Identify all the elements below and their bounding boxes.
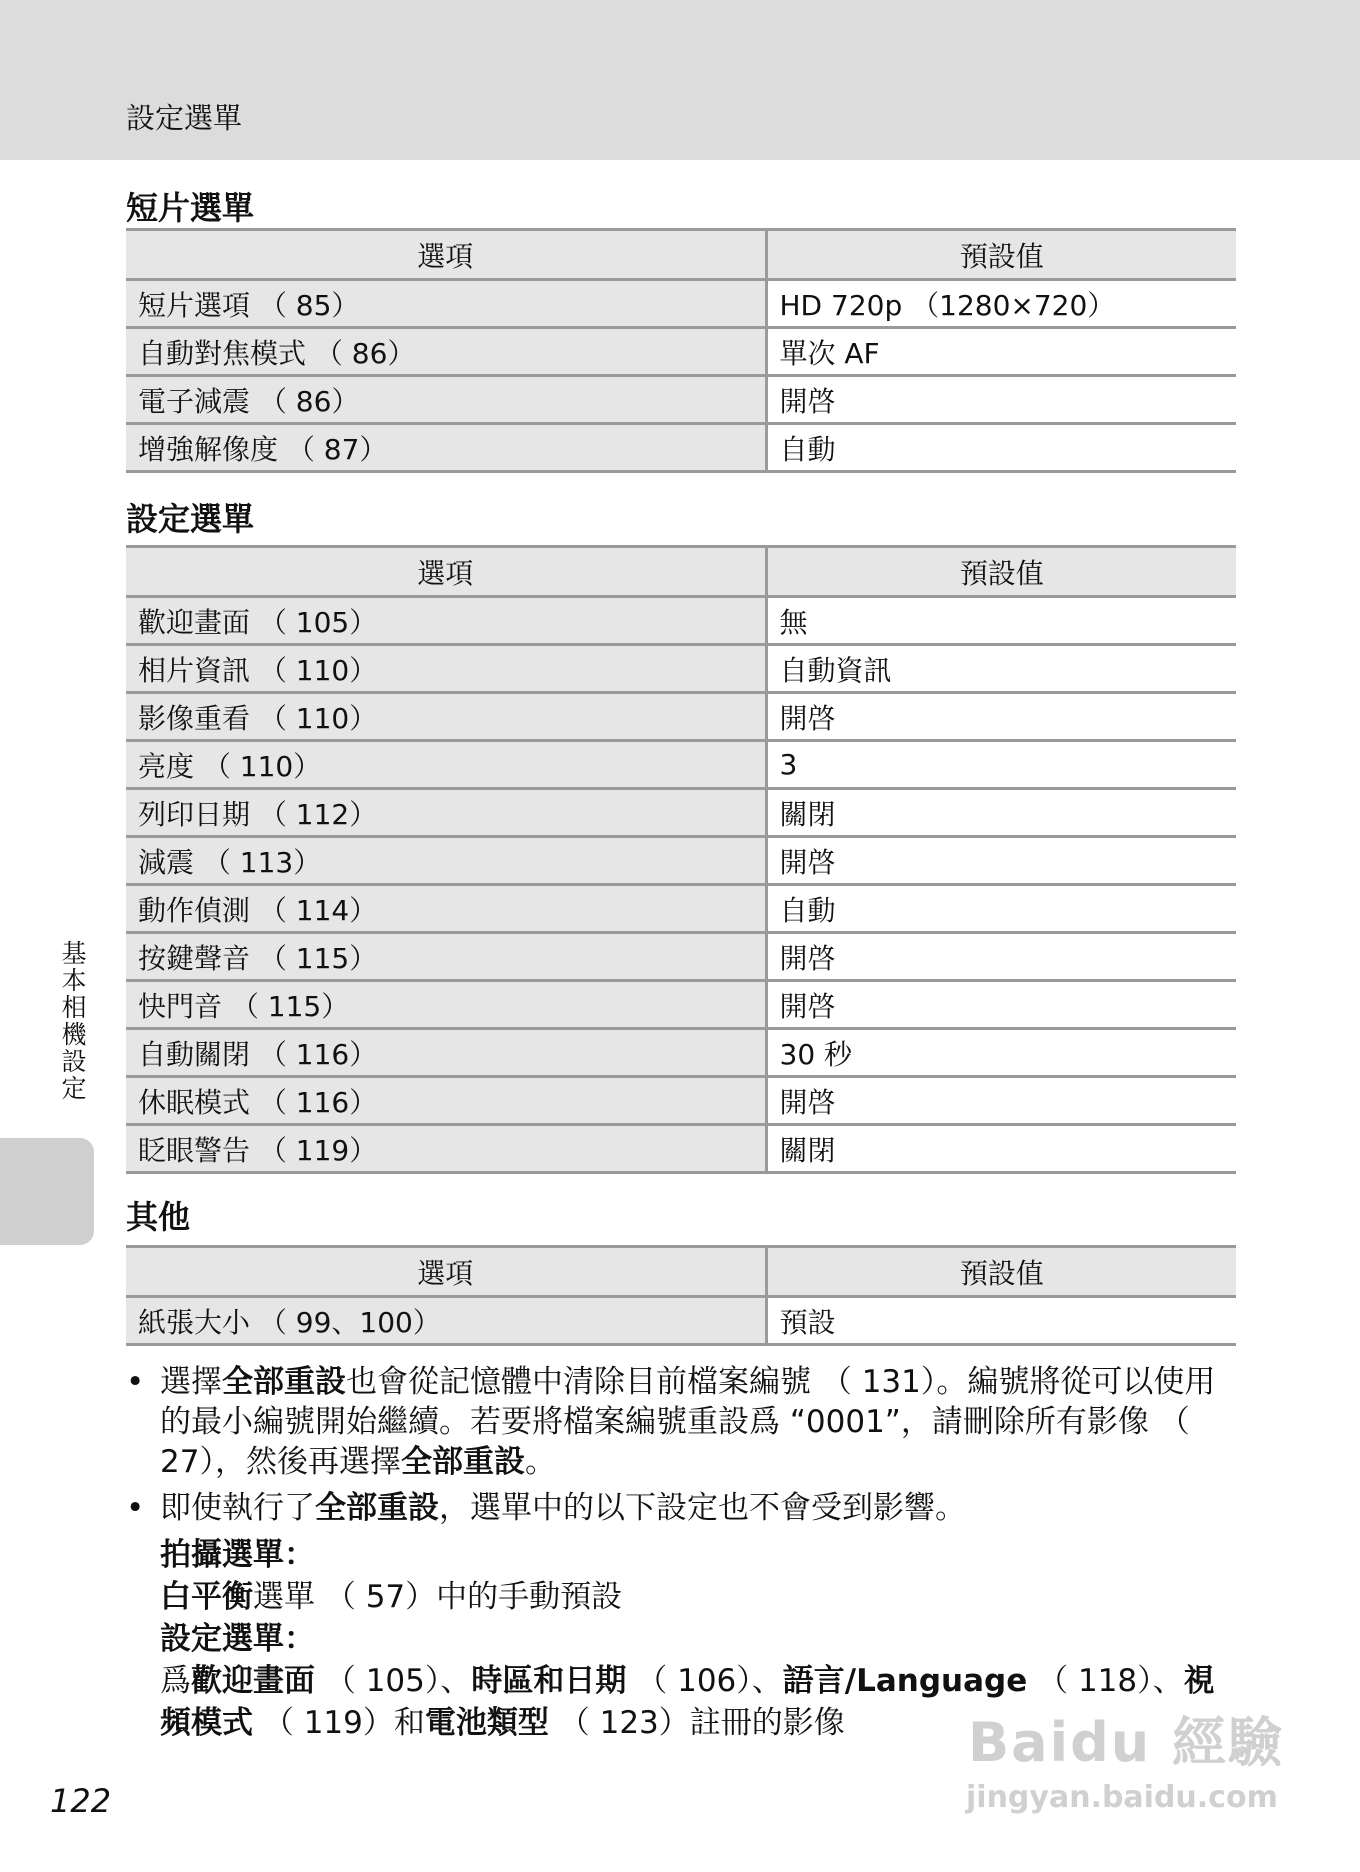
default-value-cell: 自動: [766, 885, 1236, 933]
default-value-cell: 開啓: [766, 837, 1236, 885]
note-text: （ 118）、: [1027, 1663, 1184, 1699]
default-value-cell: 3: [766, 741, 1236, 789]
option-cell: 亮度 （ 110）: [126, 741, 766, 789]
table-row: [126, 645, 1236, 693]
side-chapter-label: 基本相機設定: [58, 940, 87, 1102]
bullet-dot: •: [126, 1364, 145, 1400]
default-value-cell: 開啓: [766, 1077, 1236, 1125]
note-text: （ 106）、: [626, 1663, 783, 1699]
table-row: [126, 328, 1236, 376]
table-row: [126, 933, 1236, 981]
note-text: ，選單中的以下設定也不會受到影響。: [439, 1490, 966, 1526]
default-value-cell: 自動資訊: [766, 645, 1236, 693]
option-cell: 按鍵聲音 （ 115）: [126, 933, 766, 981]
table-row: [126, 837, 1236, 885]
option-cell: 自動對焦模式 （ 86）: [126, 328, 766, 376]
page-number: 122: [50, 1782, 112, 1820]
column-header-option: 選項: [126, 1247, 766, 1297]
shooting-menu-line: [160, 1576, 1236, 1618]
option-cell: 快門音 （ 115）: [126, 981, 766, 1029]
table-row: [126, 597, 1236, 645]
side-chapter-tab: [0, 1138, 94, 1245]
option-cell: 休眠模式 （ 116）: [126, 1077, 766, 1125]
note-bold-reset-all: 全部重設: [222, 1364, 346, 1400]
column-header-default: 預設值: [766, 1247, 1236, 1297]
default-value-cell: HD 720p （1280×720）: [766, 280, 1236, 328]
default-value-cell: 關閉: [766, 789, 1236, 837]
option-cell: 相片資訊 （ 110）: [126, 645, 766, 693]
watermark-url: jingyan.baidu.com: [966, 1780, 1278, 1815]
note-item: [126, 1362, 1236, 1482]
option-cell: 列印日期 （ 112）: [126, 789, 766, 837]
page-header-title: 設定選單: [126, 101, 243, 135]
note-text: 也會從記憶體中清除目前檔案編號 （ 131）。編號將從可以使用的最小編號開始繼續。若要將檔案編號重設爲 “0001”，請刪除所有影像 （ 27），然後再選擇: [160, 1364, 1216, 1480]
section-title-setup-menu: 設定選單: [126, 500, 255, 538]
option-cell: 短片選項 （ 85）: [126, 280, 766, 328]
table-row: [126, 1297, 1236, 1345]
column-header-default: 預設值: [766, 547, 1236, 597]
column-header-default: 預設值: [766, 230, 1236, 280]
table-row: [126, 376, 1236, 424]
default-value-cell: 開啓: [766, 376, 1236, 424]
notes: [126, 1362, 1236, 1744]
note-text: （ 123）註冊的影像: [548, 1705, 845, 1741]
option-cell: 眨眼警告 （ 119）: [126, 1125, 766, 1173]
language-label: 語言/Language: [782, 1663, 1028, 1699]
default-value-cell: 單次 AF: [766, 328, 1236, 376]
option-cell: 減震 （ 113）: [126, 837, 766, 885]
shooting-menu-heading: 拍攝選單：: [160, 1537, 315, 1573]
option-cell: 自動關閉 （ 116）: [126, 1029, 766, 1077]
setup-menu-table: [126, 545, 1236, 1174]
default-value-cell: 30 秒: [766, 1029, 1236, 1077]
option-cell: 歡迎畫面 （ 105）: [126, 597, 766, 645]
table-row: [126, 885, 1236, 933]
default-value-cell: 預設: [766, 1297, 1236, 1345]
column-header-option: 選項: [126, 547, 766, 597]
watermark-logo: Baidu 經驗: [968, 1711, 1285, 1774]
option-cell: 電子減震 （ 86）: [126, 376, 766, 424]
others-table: [126, 1245, 1236, 1346]
table-row: [126, 981, 1236, 1029]
default-value-cell: 開啓: [766, 981, 1236, 1029]
default-value-cell: 開啓: [766, 933, 1236, 981]
table-row: [126, 1029, 1236, 1077]
video-mode-label: 視頻模式: [160, 1663, 1215, 1741]
table-row: [126, 280, 1236, 328]
setup-menu-heading: 設定選單：: [160, 1621, 315, 1657]
default-value-cell: 自動: [766, 424, 1236, 472]
note-bold-reset-all: 全部重設: [400, 1444, 525, 1480]
table-row: [126, 741, 1236, 789]
section-title-others: 其他: [126, 1198, 191, 1236]
battery-type-label: 電池類型: [424, 1705, 549, 1741]
table-row: [126, 789, 1236, 837]
white-balance-label: 白平衡: [160, 1579, 253, 1615]
table-row: [126, 424, 1236, 472]
option-cell: 增強解像度 （ 87）: [126, 424, 766, 472]
note-text: 選擇: [160, 1364, 222, 1400]
note-item: [126, 1488, 1236, 1528]
movie-menu-table: [126, 228, 1236, 473]
note-text: 選單 （ 57）中的手動預設: [253, 1579, 623, 1615]
default-value-cell: 開啓: [766, 693, 1236, 741]
table-row: [126, 693, 1236, 741]
default-value-cell: 無: [766, 597, 1236, 645]
section-title-movie-menu: 短片選單: [126, 189, 255, 227]
option-cell: 紙張大小 （ 99、100）: [126, 1297, 766, 1345]
default-value-cell: 關閉: [766, 1125, 1236, 1173]
bullet-dot: •: [126, 1490, 145, 1526]
welcome-screen-label: 歡迎畫面: [191, 1663, 315, 1699]
time-zone-date-label: 時區和日期: [471, 1663, 627, 1699]
option-cell: 動作偵測 （ 114）: [126, 885, 766, 933]
note-text: 即使執行了: [160, 1490, 315, 1526]
note-bold-reset-all: 全部重設: [315, 1490, 439, 1526]
note-text: （ 105）、: [315, 1663, 472, 1699]
note-text: （ 119）和: [253, 1705, 425, 1741]
column-header-option: 選項: [126, 230, 766, 280]
table-row: [126, 1125, 1236, 1173]
note-text: 。: [524, 1444, 556, 1480]
option-cell: 影像重看 （ 110）: [126, 693, 766, 741]
table-row: [126, 1077, 1236, 1125]
note-text: 爲: [160, 1663, 191, 1699]
